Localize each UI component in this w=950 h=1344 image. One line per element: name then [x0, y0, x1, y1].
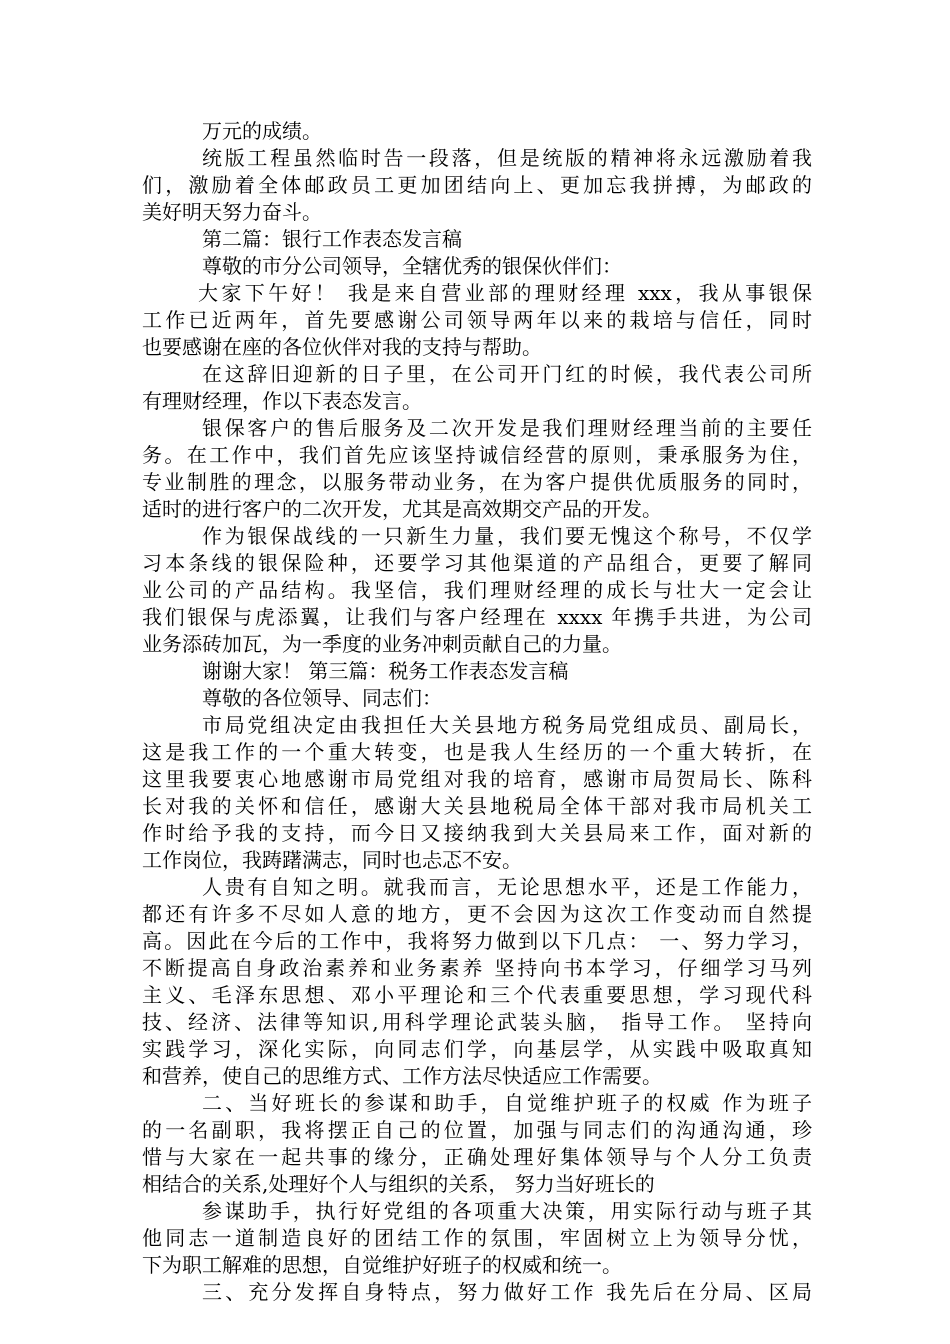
- text-line: 尊敬的市分公司领导，全辖优秀的银保伙伴们：: [202, 254, 622, 278]
- text-line: 二、当好班长的参谋和助手，自觉维护班子的权威 作为班子: [202, 1091, 812, 1115]
- text-line: 市局党组决定由我担任大关县地方税务局党组成员、副局长，: [202, 713, 812, 737]
- text-line: 作为银保战线的一只新生力量，我们要无愧这个称号，不仅学: [202, 524, 812, 548]
- text-line: 工作已近两年，首先要感谢公司领导两年以来的栽培与信任，同时: [142, 308, 812, 332]
- text-line: 惜与大家在一起共事的缘分，正确处理好集体领导与个人分工负责: [142, 1145, 812, 1169]
- text-line: 们，激励着全体邮政员工更加团结向上、更加忘我拼搏，为邮政的: [142, 173, 812, 197]
- text-line: 有理财经理，作以下表态发言。: [142, 389, 422, 413]
- text-line: 作时给予我的支持，而今日又接纳我到大关县局来工作，面对新的: [142, 821, 812, 845]
- text-line: 我们银保与虎添翼，让我们与客户经理在 xxxx 年携手共进，为公司: [142, 605, 812, 629]
- text-line: 主义、毛泽东思想、邓小平理论和三个代表重要思想，学习现代科: [142, 983, 812, 1007]
- text-line: 在这辞旧迎新的日子里，在公司开门红的时候，我代表公司所: [202, 362, 812, 386]
- text-line: 他同志一道制造良好的团结工作的氛围，牢固树立上为领导分忧，: [142, 1226, 812, 1250]
- text-line: 人贵有自知之明。就我而言，无论思想水平，还是工作能力，: [202, 875, 812, 899]
- text-line: 大家下午好！ 我是来自营业部的理财经理 xxx，我从事银保: [198, 281, 812, 305]
- text-line: 和营养，使自己的思维方式、工作方法尽快适应工作需要。: [142, 1064, 662, 1088]
- text-line: 这里我要衷心地感谢市局党组对我的培育，感谢市局贺局长、陈科: [142, 767, 812, 791]
- text-line: 美好明天努力奋斗。: [142, 200, 322, 224]
- text-line: 银保客户的售后服务及二次开发是我们理财经理当前的主要任: [202, 416, 812, 440]
- text-line: 不断提高自身政治素养和业务素养 坚持向书本学习，仔细学习马列: [142, 956, 812, 980]
- text-line: 实践学习，深化实际，向同志们学，向基层学，从实践中吸取真知: [142, 1037, 812, 1061]
- text-line: 下为职工解难的思想，自觉维护好班子的权威和统一。: [142, 1253, 622, 1277]
- text-line: 统版工程虽然临时告一段落，但是统版的精神将永远激励着我: [202, 146, 812, 170]
- text-line: 参谋助手，执行好党组的各项重大决策，用实际行动与班子其: [202, 1199, 812, 1223]
- text-line: 高。因此在今后的工作中，我将努力做到以下几点： 一、努力学习，: [142, 929, 812, 953]
- text-line: 第二篇：银行工作表态发言稿: [202, 227, 462, 251]
- text-line: 技、经济、法律等知识,用科学理论武装头脑， 指导工作。 坚持向: [142, 1010, 812, 1034]
- text-line: 业公司的产品结构。我坚信，我们理财经理的成长与壮大一定会让: [142, 578, 812, 602]
- text-line: 三、充分发挥自身特点，努力做好工作 我先后在分局、区局: [202, 1280, 812, 1304]
- text-line: 万元的成绩。: [202, 119, 322, 143]
- text-line: 习本条线的银保险种，还要学习其他渠道的产品组合，更要了解同: [142, 551, 812, 575]
- text-line: 适时的进行客户的二次开发，尤其是高效期交产品的开发。: [142, 497, 662, 521]
- text-line: 这是我工作的一个重大转变，也是我人生经历的一个重大转折，在: [142, 740, 812, 764]
- document-body: [142, 118, 812, 1306]
- text-line: 长对我的关怀和信任，感谢大关县地税局全体干部对我市局机关工: [142, 794, 812, 818]
- text-line: 相结合的关系,处理好个人与组织的关系， 努力当好班长的: [142, 1172, 655, 1196]
- text-line: 的一名副职，我将摆正自己的位置，加强与同志们的沟通沟通，珍: [142, 1118, 812, 1142]
- text-line: 谢谢大家！ 第三篇：税务工作表态发言稿: [202, 659, 569, 683]
- text-line: 业务添砖加瓦，为一季度的业务冲刺贡献自己的力量。: [142, 632, 622, 656]
- text-line: 尊敬的各位领导、同志们：: [202, 686, 442, 710]
- text-line: 都还有许多不尽如人意的地方，更不会因为这次工作变动而自然提: [142, 902, 812, 926]
- text-line: 务。在工作中，我们首先应该坚持诚信经营的原则，秉承服务为住，: [142, 443, 812, 467]
- text-line: 工作岗位，我踌躇满志，同时也忐忑不安。: [142, 848, 522, 872]
- text-line: 专业制胜的理念，以服务带动业务，在为客户提供优质服务的同时，: [142, 470, 812, 494]
- text-line: 也要感谢在座的各位伙伴对我的支持与帮助。: [142, 335, 542, 359]
